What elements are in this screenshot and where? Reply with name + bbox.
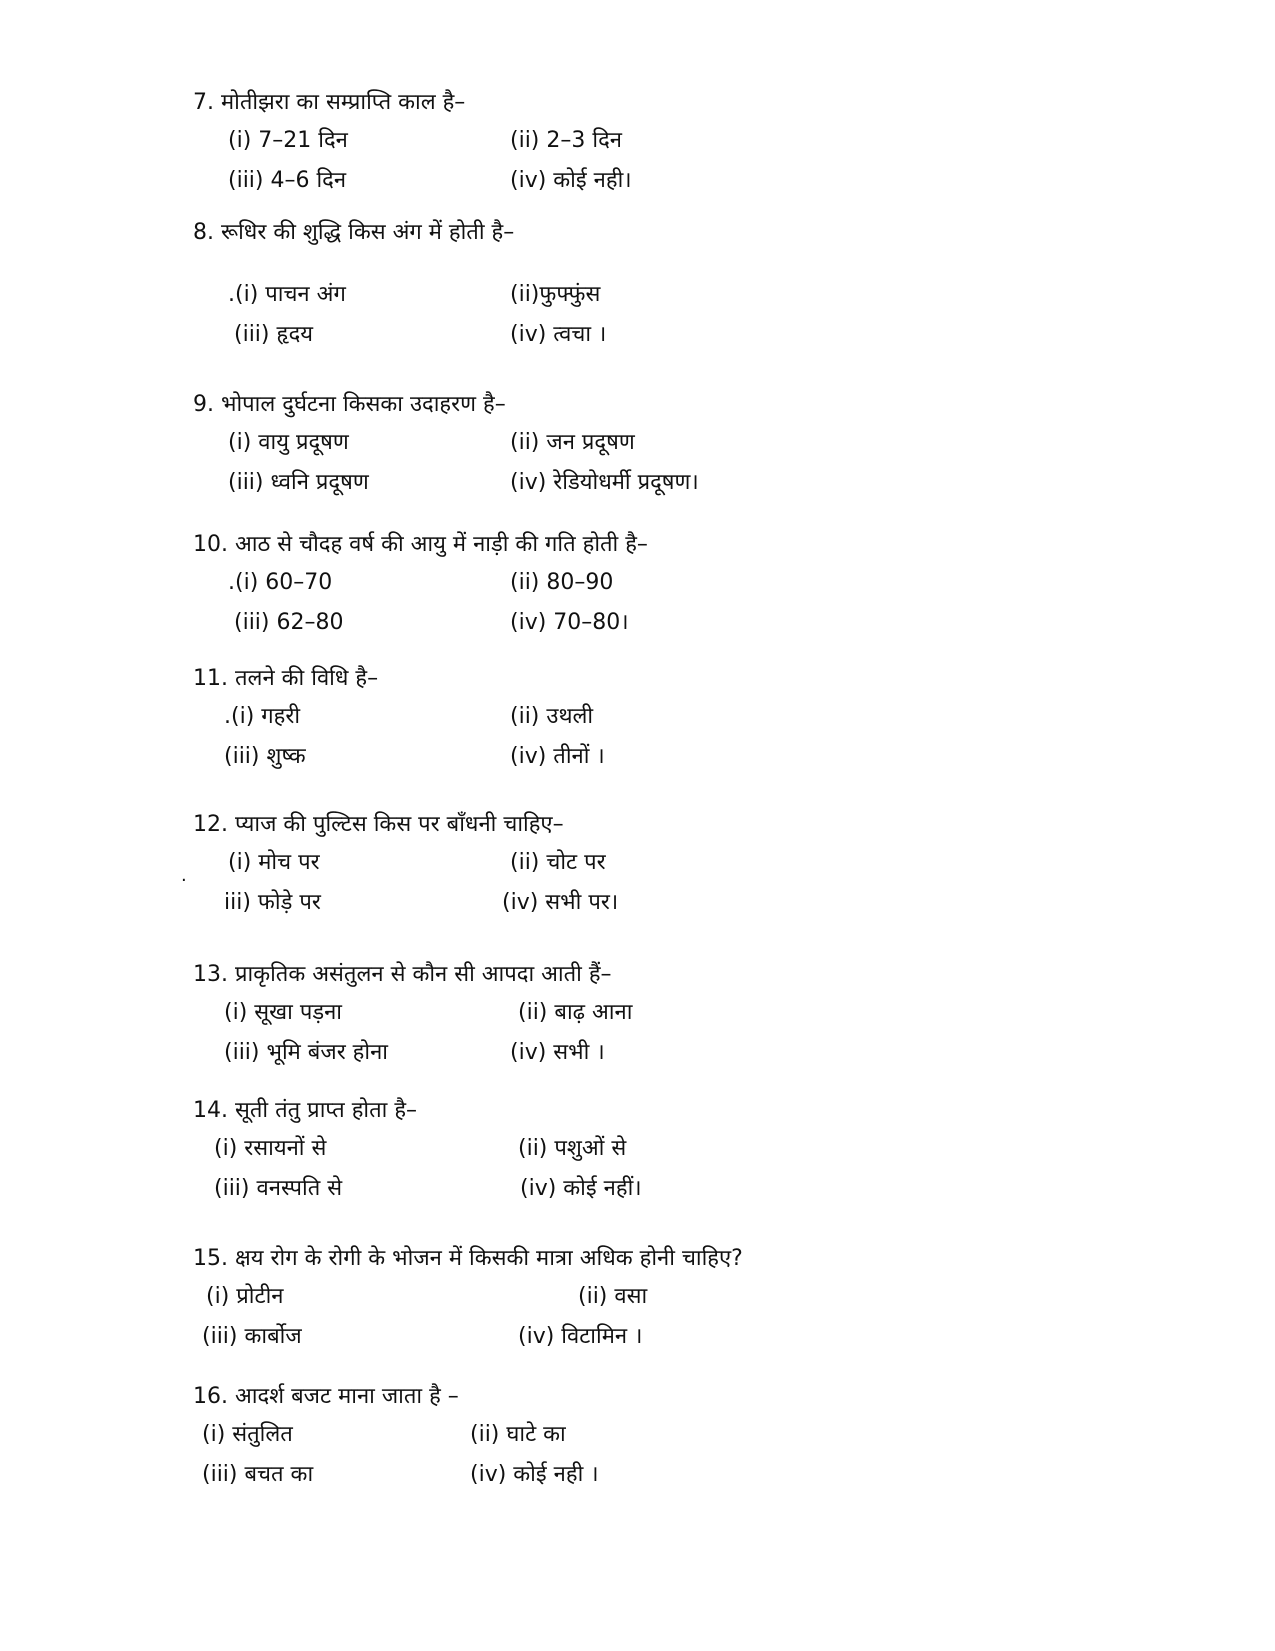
question-number: 13. [193,962,228,987]
option-i: .(i) 60–70 [228,570,333,595]
option-ii: (ii) 2–3 दिन [510,128,622,153]
option-iv: (iv) कोई नहीं। [520,1176,642,1201]
option-i: (i) 7–21 दिन [228,128,348,153]
question-15-text [193,1244,743,1274]
question-number: 12. [193,812,228,837]
option-i: (i) वायु प्रदूषण [228,430,349,455]
question-number: 9. [193,392,214,417]
option-ii: (ii) घाटे का [470,1422,566,1447]
option-ii: (ii) चोट पर [510,850,606,875]
option-iii: (iii) कार्बोज [202,1324,302,1349]
option-i: (i) प्रोटीन [206,1284,284,1309]
option-ii: (ii) बाढ़ आना [518,1000,633,1025]
stray-mark: . [181,865,187,886]
option-ii: (ii) उथली [510,704,594,729]
option-iii: iii) फोड़े पर [224,890,321,915]
option-ii: (ii) पशुओं से [518,1136,627,1161]
option-iii: (iii) बचत का [202,1462,314,1487]
question-14-text [193,1096,417,1126]
option-i: .(i) गहरी [224,704,301,729]
question-stem: सूती तंतु प्राप्त होता है– [235,1098,417,1123]
question-stem: मोतीझरा का सम्प्राप्ति काल है– [221,90,466,115]
option-ii: (ii) जन प्रदूषण [510,430,635,455]
question-13-text [193,960,612,990]
option-ii: (ii)फुफ्फुंस [510,282,601,307]
question-16-text [193,1382,459,1412]
question-stem: प्राकृतिक असंतुलन से कौन सी आपदा आती हैं– [235,962,612,987]
question-7-text [193,88,465,118]
option-iv: (iv) त्वचा । [510,322,607,347]
option-iv: (iv) कोई नही । [470,1462,599,1487]
option-iii: (iii) भूमि बंजर होना [224,1040,388,1065]
option-i: .(i) पाचन अंग [228,282,346,307]
question-11-text [193,664,378,694]
question-number: 11. [193,666,228,691]
option-iii: (iii) 62–80 [234,610,344,635]
option-iv: (iv) रेडियोधर्मी प्रदूषण। [510,470,699,495]
option-iv: (iv) सभी । [510,1040,605,1065]
question-stem: प्याज की पुल्टिस किस पर बाँधनी चाहिए– [235,812,564,837]
question-number: 14. [193,1098,228,1123]
option-ii: (ii) 80–90 [510,570,614,595]
question-number: 15. [193,1246,228,1271]
question-stem: आठ से चौदह वर्ष की आयु में नाड़ी की गति होती है– [235,532,648,557]
option-ii: (ii) वसा [578,1284,648,1309]
question-stem: तलने की विधि है– [235,666,379,691]
question-number: 10. [193,532,228,557]
option-iii: (iii) हृदय [234,322,314,347]
option-iv: (iv) सभी पर। [502,890,619,915]
question-number: 7. [193,90,214,115]
question-12-text [193,810,564,840]
option-iii: (iii) वनस्पति से [214,1176,343,1201]
question-stem: आदर्श बजट माना जाता है – [235,1384,459,1409]
option-iii: (iii) ध्वनि प्रदूषण [228,470,369,495]
question-9-text [193,390,506,420]
question-stem: क्षय रोग के रोगी के भोजन में किसकी मात्रा अधिक होनी चाहिए? [235,1246,743,1271]
option-i: (i) संतुलित [202,1422,293,1447]
option-iv: (iv) 70–80। [510,610,629,635]
option-i: (i) मोच पर [228,850,320,875]
option-iii: (iii) 4–6 दिन [228,168,347,193]
option-i: (i) रसायनों से [214,1136,327,1161]
question-10-text [193,530,648,560]
option-iii: (iii) शुष्क [224,744,306,769]
question-8-text [193,218,514,248]
option-iv: (iv) विटामिन । [518,1324,643,1349]
question-number: 8. [193,220,214,245]
question-number: 16. [193,1384,228,1409]
question-stem: रूधिर की शुद्धि किस अंग में होती है– [221,220,515,245]
option-iv: (iv) तीनों । [510,744,605,769]
question-stem: भोपाल दुर्घटना किसका उदाहरण है– [221,392,506,417]
option-iv: (iv) कोई नही। [510,168,632,193]
option-i: (i) सूखा पड़ना [224,1000,343,1025]
